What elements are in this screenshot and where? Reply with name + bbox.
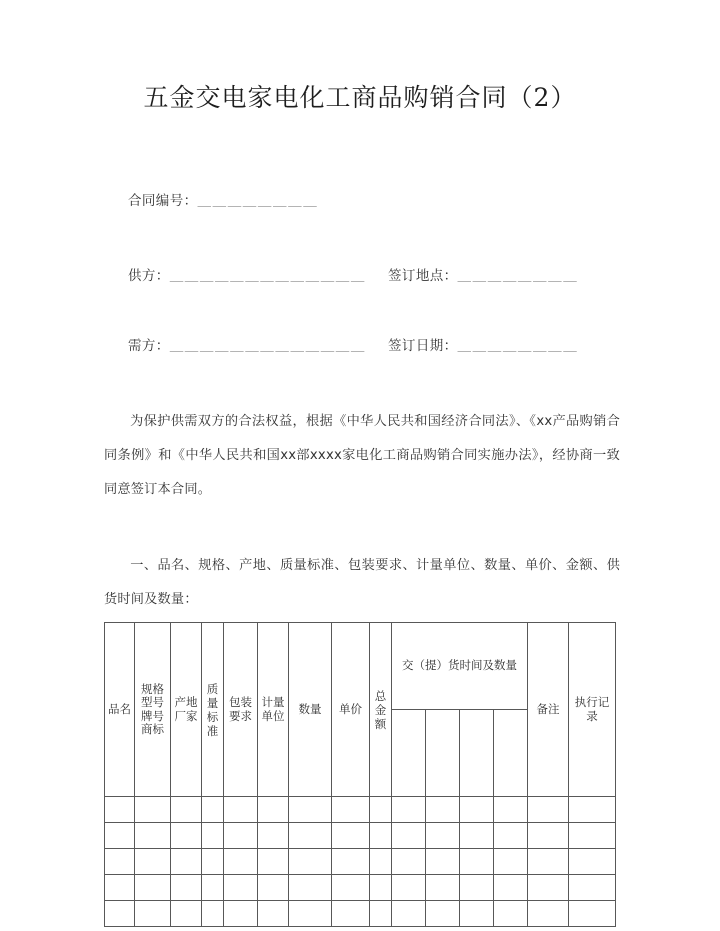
sign-place-label: 签订地点： (388, 268, 458, 284)
table-row (105, 849, 616, 875)
table-cell[interactable] (105, 875, 135, 901)
delivery-subcolumn-4 (494, 710, 528, 797)
field-contract-number (128, 189, 318, 209)
table-cell[interactable] (426, 901, 460, 927)
field-supplier-and-place (128, 264, 578, 284)
table-cell[interactable] (528, 797, 569, 823)
table-cell[interactable] (569, 823, 616, 849)
table-cell[interactable] (171, 797, 202, 823)
table-cell[interactable] (171, 901, 202, 927)
column-header-origin: 产地厂家 (171, 623, 202, 797)
column-header-delivery-group: 交（提）货时间及数量 (392, 623, 528, 710)
table-cell[interactable] (426, 823, 460, 849)
column-header-packing: 包装要求 (224, 623, 258, 797)
column-header-price: 单价 (332, 623, 370, 797)
section-one-paragraph (104, 549, 620, 617)
table-cell[interactable] (135, 849, 171, 875)
table-cell[interactable] (289, 875, 332, 901)
table-cell[interactable] (494, 823, 528, 849)
table-cell[interactable] (171, 875, 202, 901)
table-cell[interactable] (135, 823, 171, 849)
table-cell[interactable] (258, 875, 289, 901)
column-header-spec: 规格型号牌号商标 (135, 623, 171, 797)
table-cell[interactable] (370, 797, 392, 823)
supplier-label: 供方： (128, 268, 170, 284)
buyer-blank[interactable]: ＿＿＿＿＿＿＿＿＿＿＿＿＿ (169, 338, 367, 354)
table-cell[interactable] (332, 849, 370, 875)
table-cell[interactable] (202, 849, 224, 875)
table-cell[interactable] (460, 849, 494, 875)
goods-table-header (105, 623, 616, 797)
contract-number-blank[interactable]: ＿＿＿＿＿＿＿＿ (197, 193, 319, 209)
table-cell[interactable] (392, 901, 426, 927)
column-header-remark: 备注 (528, 623, 569, 797)
column-header-quality: 质量标准 (202, 623, 224, 797)
table-cell[interactable] (224, 875, 258, 901)
table-cell[interactable] (289, 901, 332, 927)
contract-number-label: 合同编号： (128, 193, 198, 209)
table-cell[interactable] (332, 823, 370, 849)
goods-table-body (105, 797, 616, 927)
table-cell[interactable] (289, 823, 332, 849)
sign-date-label: 签订日期： (388, 338, 458, 354)
table-cell[interactable] (392, 849, 426, 875)
table-cell[interactable] (370, 823, 392, 849)
table-cell[interactable] (528, 901, 569, 927)
table-cell[interactable] (332, 797, 370, 823)
table-cell[interactable] (569, 875, 616, 901)
table-cell[interactable] (135, 875, 171, 901)
table-cell[interactable] (258, 823, 289, 849)
table-cell[interactable] (105, 823, 135, 849)
table-cell[interactable] (105, 849, 135, 875)
table-cell[interactable] (332, 875, 370, 901)
page-title: 五金交电家电化工商品购销合同（2） (143, 83, 577, 112)
table-cell[interactable] (460, 901, 494, 927)
column-header-quantity: 数量 (289, 623, 332, 797)
column-header-record: 执行记录 (569, 623, 616, 797)
table-cell[interactable] (460, 875, 494, 901)
table-cell[interactable] (494, 797, 528, 823)
table-cell[interactable] (426, 849, 460, 875)
supplier-blank[interactable]: ＿＿＿＿＿＿＿＿＿＿＿＿＿ (169, 268, 367, 284)
buyer-label: 需方： (128, 338, 170, 354)
table-cell[interactable] (135, 797, 171, 823)
table-cell[interactable] (528, 875, 569, 901)
sign-date-blank[interactable]: ＿＿＿＿＿＿＿＿ (457, 338, 579, 354)
sign-place-blank[interactable]: ＿＿＿＿＿＿＿＿ (457, 268, 579, 284)
delivery-subcolumn-2 (426, 710, 460, 797)
table-cell[interactable] (224, 823, 258, 849)
table-cell[interactable] (202, 823, 224, 849)
table-cell[interactable] (224, 849, 258, 875)
table-row (105, 901, 616, 927)
table-cell[interactable] (224, 901, 258, 927)
table-cell[interactable] (528, 823, 569, 849)
table-cell[interactable] (494, 901, 528, 927)
column-header-total-amount: 总金额 (370, 623, 392, 797)
table-cell[interactable] (258, 797, 289, 823)
goods-table (104, 622, 616, 927)
table-cell[interactable] (528, 849, 569, 875)
table-cell[interactable] (569, 849, 616, 875)
table-cell[interactable] (202, 901, 224, 927)
table-cell[interactable] (105, 797, 135, 823)
field-buyer-and-date (128, 334, 578, 354)
delivery-subcolumn-1 (392, 710, 426, 797)
table-cell[interactable] (569, 797, 616, 823)
table-cell[interactable] (171, 823, 202, 849)
table-row (105, 823, 616, 849)
table-cell[interactable] (202, 797, 224, 823)
table-cell[interactable] (370, 849, 392, 875)
table-cell[interactable] (370, 901, 392, 927)
table-cell[interactable] (494, 849, 528, 875)
table-cell[interactable] (289, 797, 332, 823)
table-cell[interactable] (135, 901, 171, 927)
table-cell[interactable] (202, 875, 224, 901)
table-cell[interactable] (569, 901, 616, 927)
section-one-text: 一、品名、规格、产地、质量标准、包装要求、计量单位、数量、单价、金额、供货时间及数量： (104, 558, 620, 607)
delivery-subcolumn-3 (460, 710, 494, 797)
table-cell[interactable] (258, 901, 289, 927)
table-cell[interactable] (460, 823, 494, 849)
table-cell[interactable] (494, 875, 528, 901)
table-cell[interactable] (392, 875, 426, 901)
table-cell[interactable] (460, 797, 494, 823)
table-row (105, 875, 616, 901)
table-header-row (105, 623, 616, 710)
table-cell[interactable] (426, 797, 460, 823)
table-cell[interactable] (426, 875, 460, 901)
table-cell[interactable] (258, 849, 289, 875)
preamble-text: 为保护供需双方的合法权益，根据《中华人民共和国经济合同法》、《xx产品购销合同条例》和《中华人民共和国xx部xxxx家电化工商品购销合同实施办法》，经协商一致同意签订本合同。 (104, 414, 620, 497)
table-cell[interactable] (289, 849, 332, 875)
column-header-name: 品名 (105, 623, 135, 797)
table-cell[interactable] (224, 797, 258, 823)
column-header-unit: 计量单位 (258, 623, 289, 797)
table-cell[interactable] (332, 901, 370, 927)
table-row (105, 797, 616, 823)
table-cell[interactable] (105, 901, 135, 927)
table-cell[interactable] (370, 875, 392, 901)
table-cell[interactable] (392, 797, 426, 823)
table-cell[interactable] (392, 823, 426, 849)
table-cell[interactable] (171, 849, 202, 875)
preamble-paragraph (104, 405, 620, 507)
